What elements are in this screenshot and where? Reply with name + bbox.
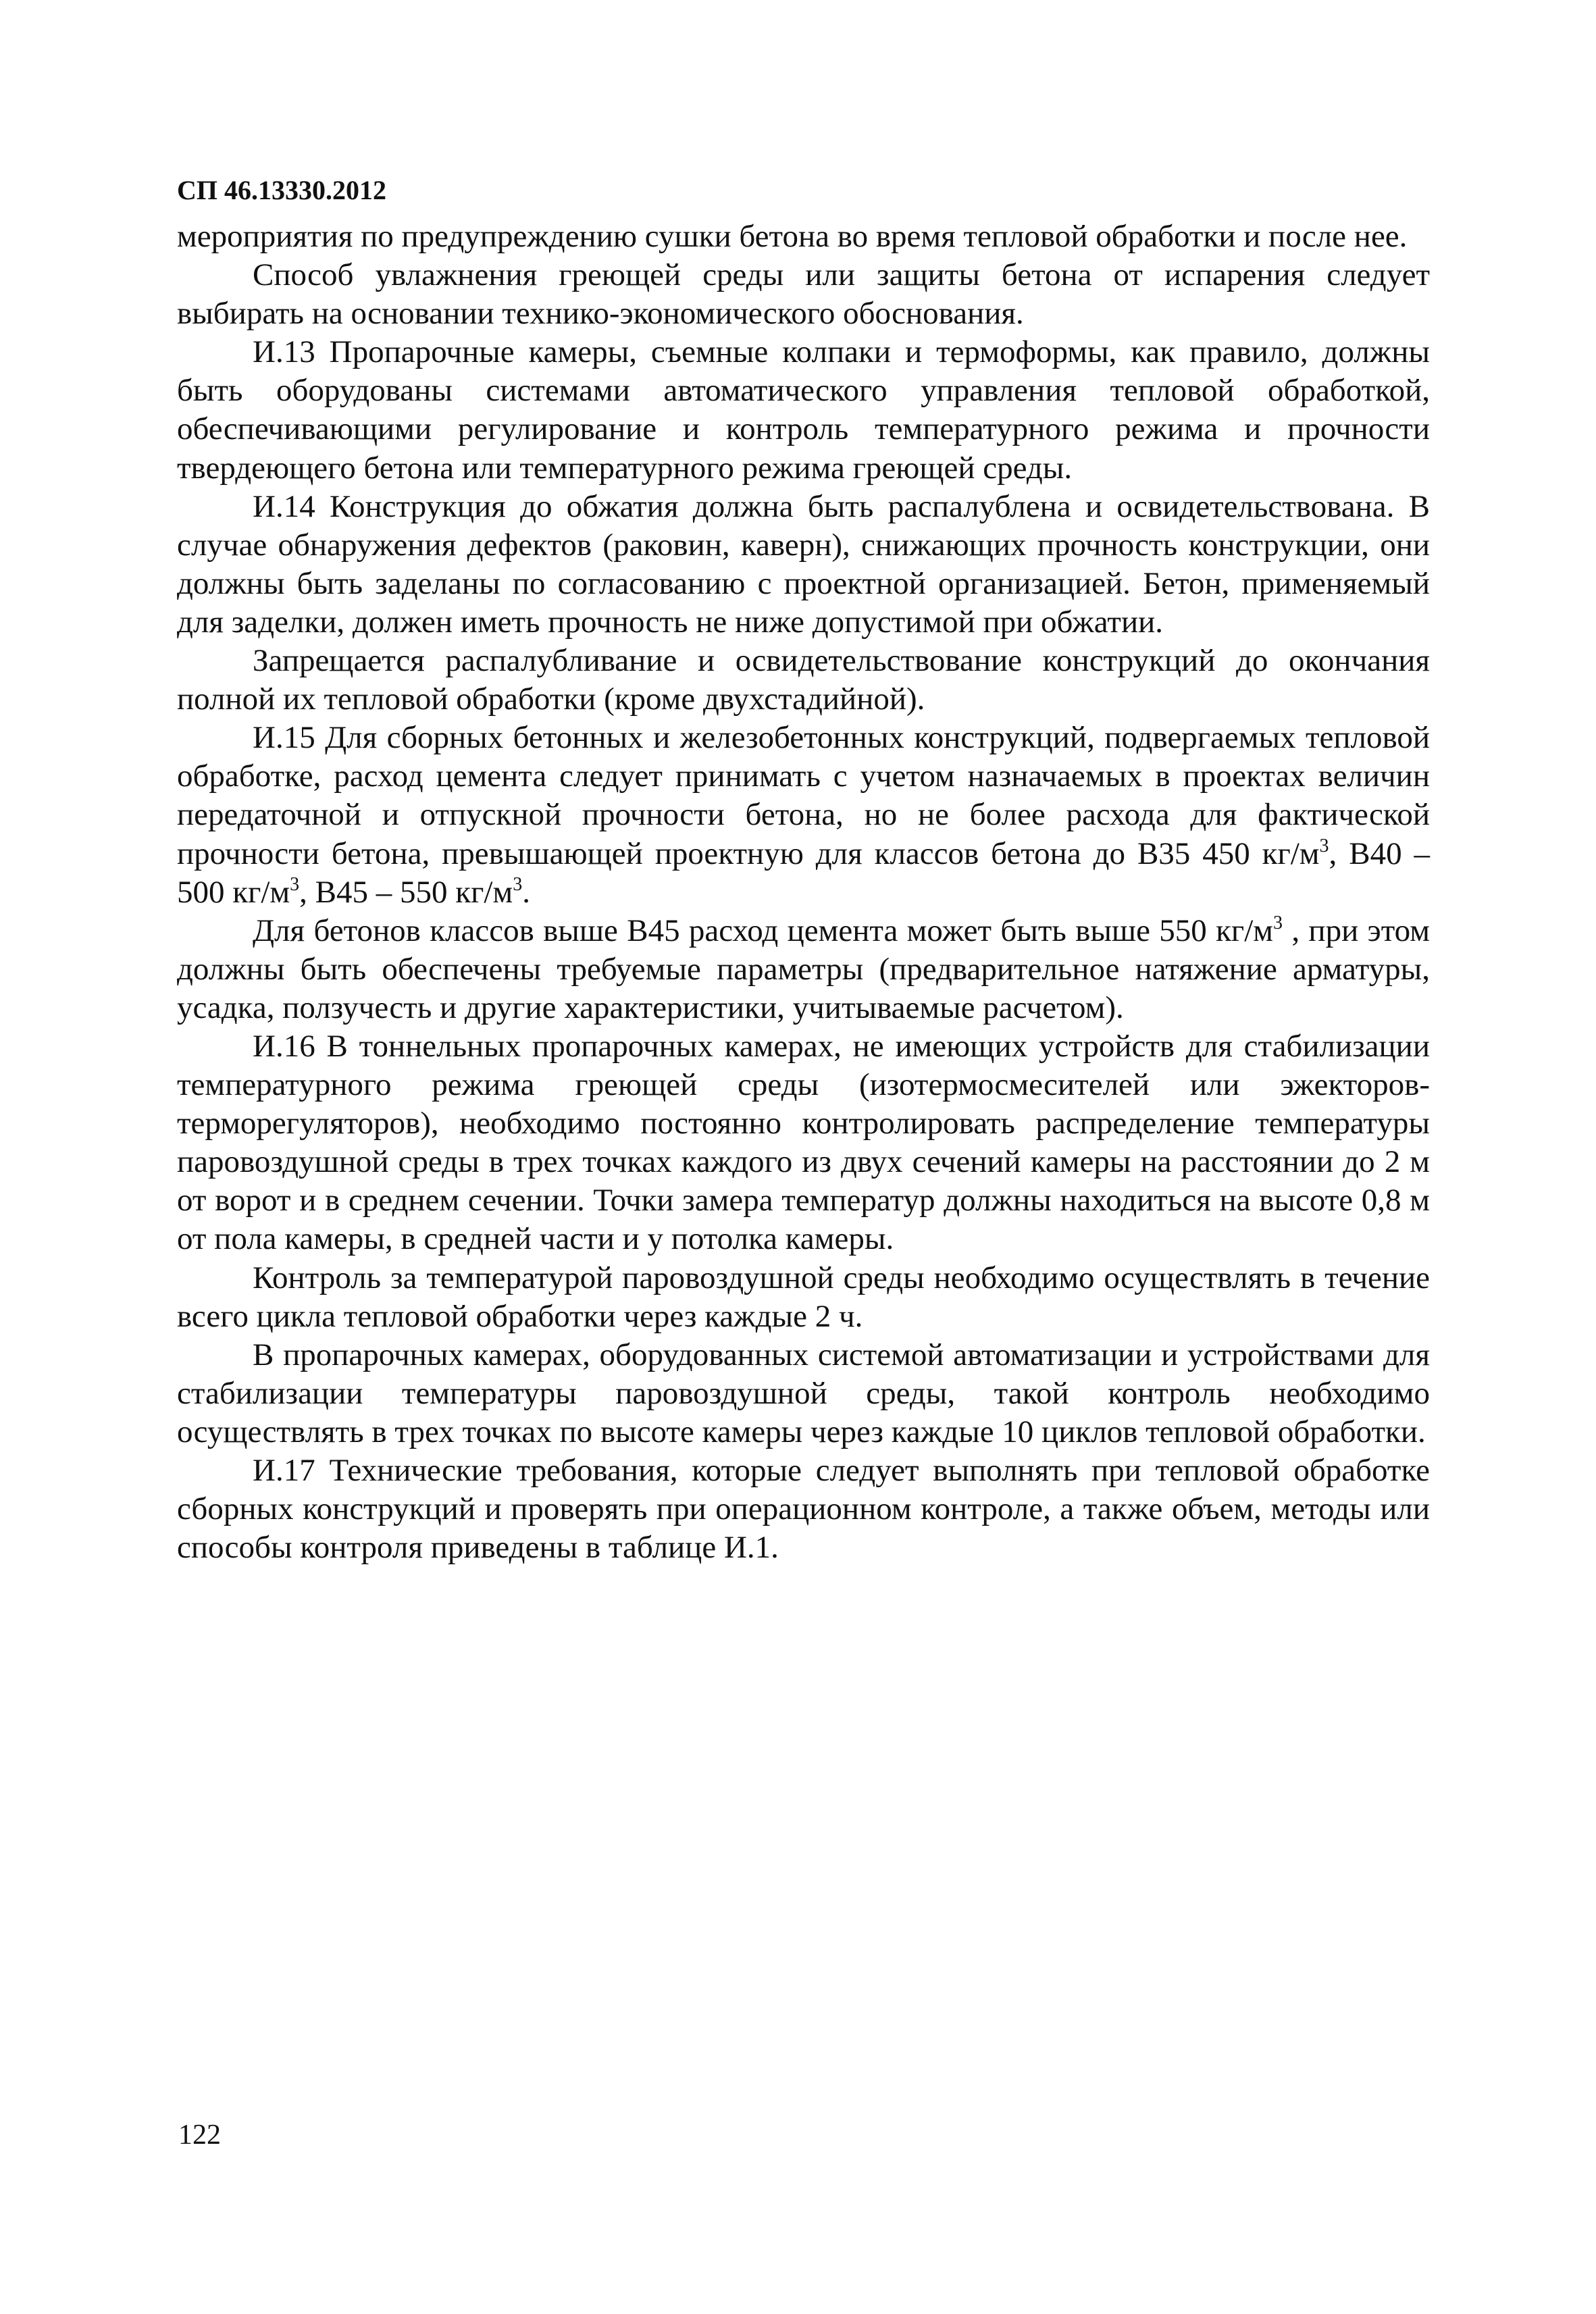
- superscript: 3: [1319, 835, 1329, 856]
- text-segment: , В40 – 500 кг/м: [177, 835, 1430, 910]
- superscript: 3: [1273, 912, 1283, 933]
- paragraph-prohibition: Запрещается распалубливание и освидетельствование конструкций до окончания полной их тепловой обработки (кроме двухстадийной).: [177, 643, 1430, 717]
- paragraph-temperature-control: Контроль за температурой паровоздушной среды необходимо осуществлять в течение всего цикла тепловой обработки через каждые 2 ч.: [177, 1260, 1430, 1334]
- superscript: 3: [513, 873, 523, 895]
- paragraph-moistening-method: Способ увлажнения греющей среды или защиты бетона от испарения следует выбирать на основании технико-экономического обоснования.: [177, 257, 1430, 332]
- paragraph-continuation: мероприятия по предупреждению сушки бетона во время тепловой обработки и после нее.: [177, 219, 1408, 254]
- body-text: [177, 217, 1430, 1567]
- page-number: 122: [178, 2119, 221, 2151]
- superscript: 3: [290, 873, 300, 895]
- text-segment: .: [522, 874, 530, 910]
- paragraph-i13: И.13 Пропарочные камеры, съемные колпаки и термоформы, как правило, должны быть оборудованы системами автоматического управления тепловой обработкой, обеспечивающими регулирование и контроль температурного режима и прочности твердеющего бетона или температурного режима греющей среды.: [177, 334, 1430, 486]
- paragraph-i14: И.14 Конструкция до обжатия должна быть распалублена и освидетельствована. В случае обнаружения дефектов (раковин, каверн), снижающих прочность конструкции, они должны быть заделаны по согласованию с проектной организацией. Бетон, применяемый для заделки, должен иметь прочность не ниже допустимой при обжатии.: [177, 488, 1430, 640]
- paragraph-cement-above-b45: [177, 912, 1430, 1027]
- paragraph-automated-chambers: В пропарочных камерах, оборудованных системой автоматизации и устройствами для стабилизации температуры паровоздушной среды, такой контроль необходимо осуществлять в трех точках по высоте камеры через каждые 10 циклов тепловой обработки.: [177, 1337, 1430, 1449]
- paragraph-i17: И.17 Технические требования, которые следует выполнять при тепловой обработке сборных конструкций и проверять при операционном контроле, а также объем, методы или способы контроля приведены в таблице И.1.: [177, 1453, 1430, 1566]
- text-segment: Для бетонов классов выше В45 расход цемента может быть выше 550 кг/м: [253, 912, 1274, 948]
- text-segment: И.15 Для сборных бетонных и железобетонных конструкций, подвергаемых тепловой обработке, расход цемента следует принимать с учетом назначаемых в проектах величин передаточной и отпускной прочности бетона, но не более расхода для фактической прочности бетона, превышающей проектную для классов бетона до В35 450 кг/м: [177, 720, 1430, 871]
- paragraph-i16: И.16 В тоннельных пропарочных камерах, не имеющих устройств для стабилизации температурного режима греющей среды (изотермосмесителей или эжекторов-терморегуляторов), необходимо постоянно контролировать распределение температуры паровоздушной среды в трех точках каждого из двух сечений камеры на расстоянии до 2 м от ворот и в среднем сечении. Точки замера температур должны находиться на высоте 0,8 м от пола камеры, в средней части и у потолка камеры.: [177, 1028, 1430, 1257]
- document-code: СП 46.13330.2012: [177, 175, 386, 205]
- text-segment: , при этом должны быть обеспечены требуемые параметры (предварительное натяжение арматуры, усадка, ползучесть и другие характеристики, учитываемые расчетом).: [177, 912, 1430, 1025]
- text-segment: , В45 – 550 кг/м: [299, 874, 513, 910]
- paragraph-i15: [177, 719, 1430, 911]
